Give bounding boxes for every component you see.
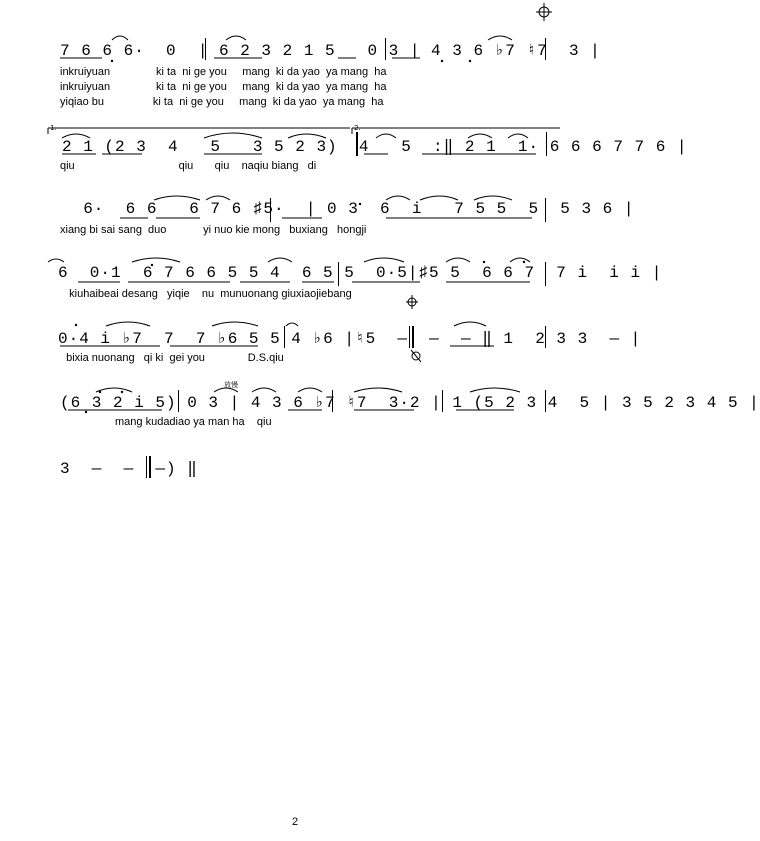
lyric-line: qiu qiu qiu naqiu biang di <box>60 160 317 172</box>
lyric-line: kiuhaibeai desang yiqie nu munuonang giuxiaojiebang <box>60 288 352 300</box>
lyric-line: bixia nuonang qi ki gei you D.S.qiu <box>60 352 284 364</box>
tempo-annotation: 放慢 <box>224 381 238 389</box>
lyric-line: inkruiyuan ki ta ni ge you mang ki da yao ya mang ha <box>60 81 387 93</box>
notation-row-5: 0·4 i ♭7 7 7 ♭6 5 5 4 ♭6 |♮5 — — — ‖ 1 2 3 3 — | <box>58 330 642 348</box>
notation-row-2: 2 1 (2 3 4 5 3 5 2 3) 4 5 :‖ 2 1 1· 6 6 6 7 7 6 | <box>62 138 688 156</box>
notation-row-3: 6· 6 6 6 7 6 ♯5· | 0 3 6 i 7 5 5 5 5 3 6 | <box>62 200 635 218</box>
lyric-line: inkruiyuan ki ta ni ge you mang ki da yao ya mang ha <box>60 66 387 78</box>
lyric-line: xiang bi sai sang duo yi nuo kie mong buxiang hongji <box>60 224 367 236</box>
lyric-line: mang kudadiao ya man ha qiu <box>60 416 272 428</box>
notation-row-7: 3 — — —) ‖ <box>60 460 198 478</box>
page-number: 2 <box>292 816 299 828</box>
coda-icon <box>406 295 418 309</box>
notation-row-1: 7 6 6 6· 0 | 6 2 3 2 1 5 0 3 | 4 3 6 ♭7 ♮7 3 | <box>60 42 601 60</box>
volta-2-label: 2. <box>354 124 361 132</box>
volta-1-label: 1. <box>50 124 57 132</box>
coda-icon <box>536 3 552 21</box>
notation-row-6: (6 3 2 i 5) 0 3 | 4 3 6 ♭7 ♮7 3·2 | 1 (5 2 3 4 5 | 3 5 2 3 4 5 | <box>60 394 760 412</box>
segno-icon <box>411 350 421 362</box>
lyric-line: yiqiao bu ki ta ni ge you mang ki da yao ya mang ha <box>60 96 384 108</box>
notation-row-4: 6 0·1 6 7 6 6 5 5 4 6 5 5 0·5|♯5 5 6 6 7 7 i i i | <box>58 264 663 282</box>
